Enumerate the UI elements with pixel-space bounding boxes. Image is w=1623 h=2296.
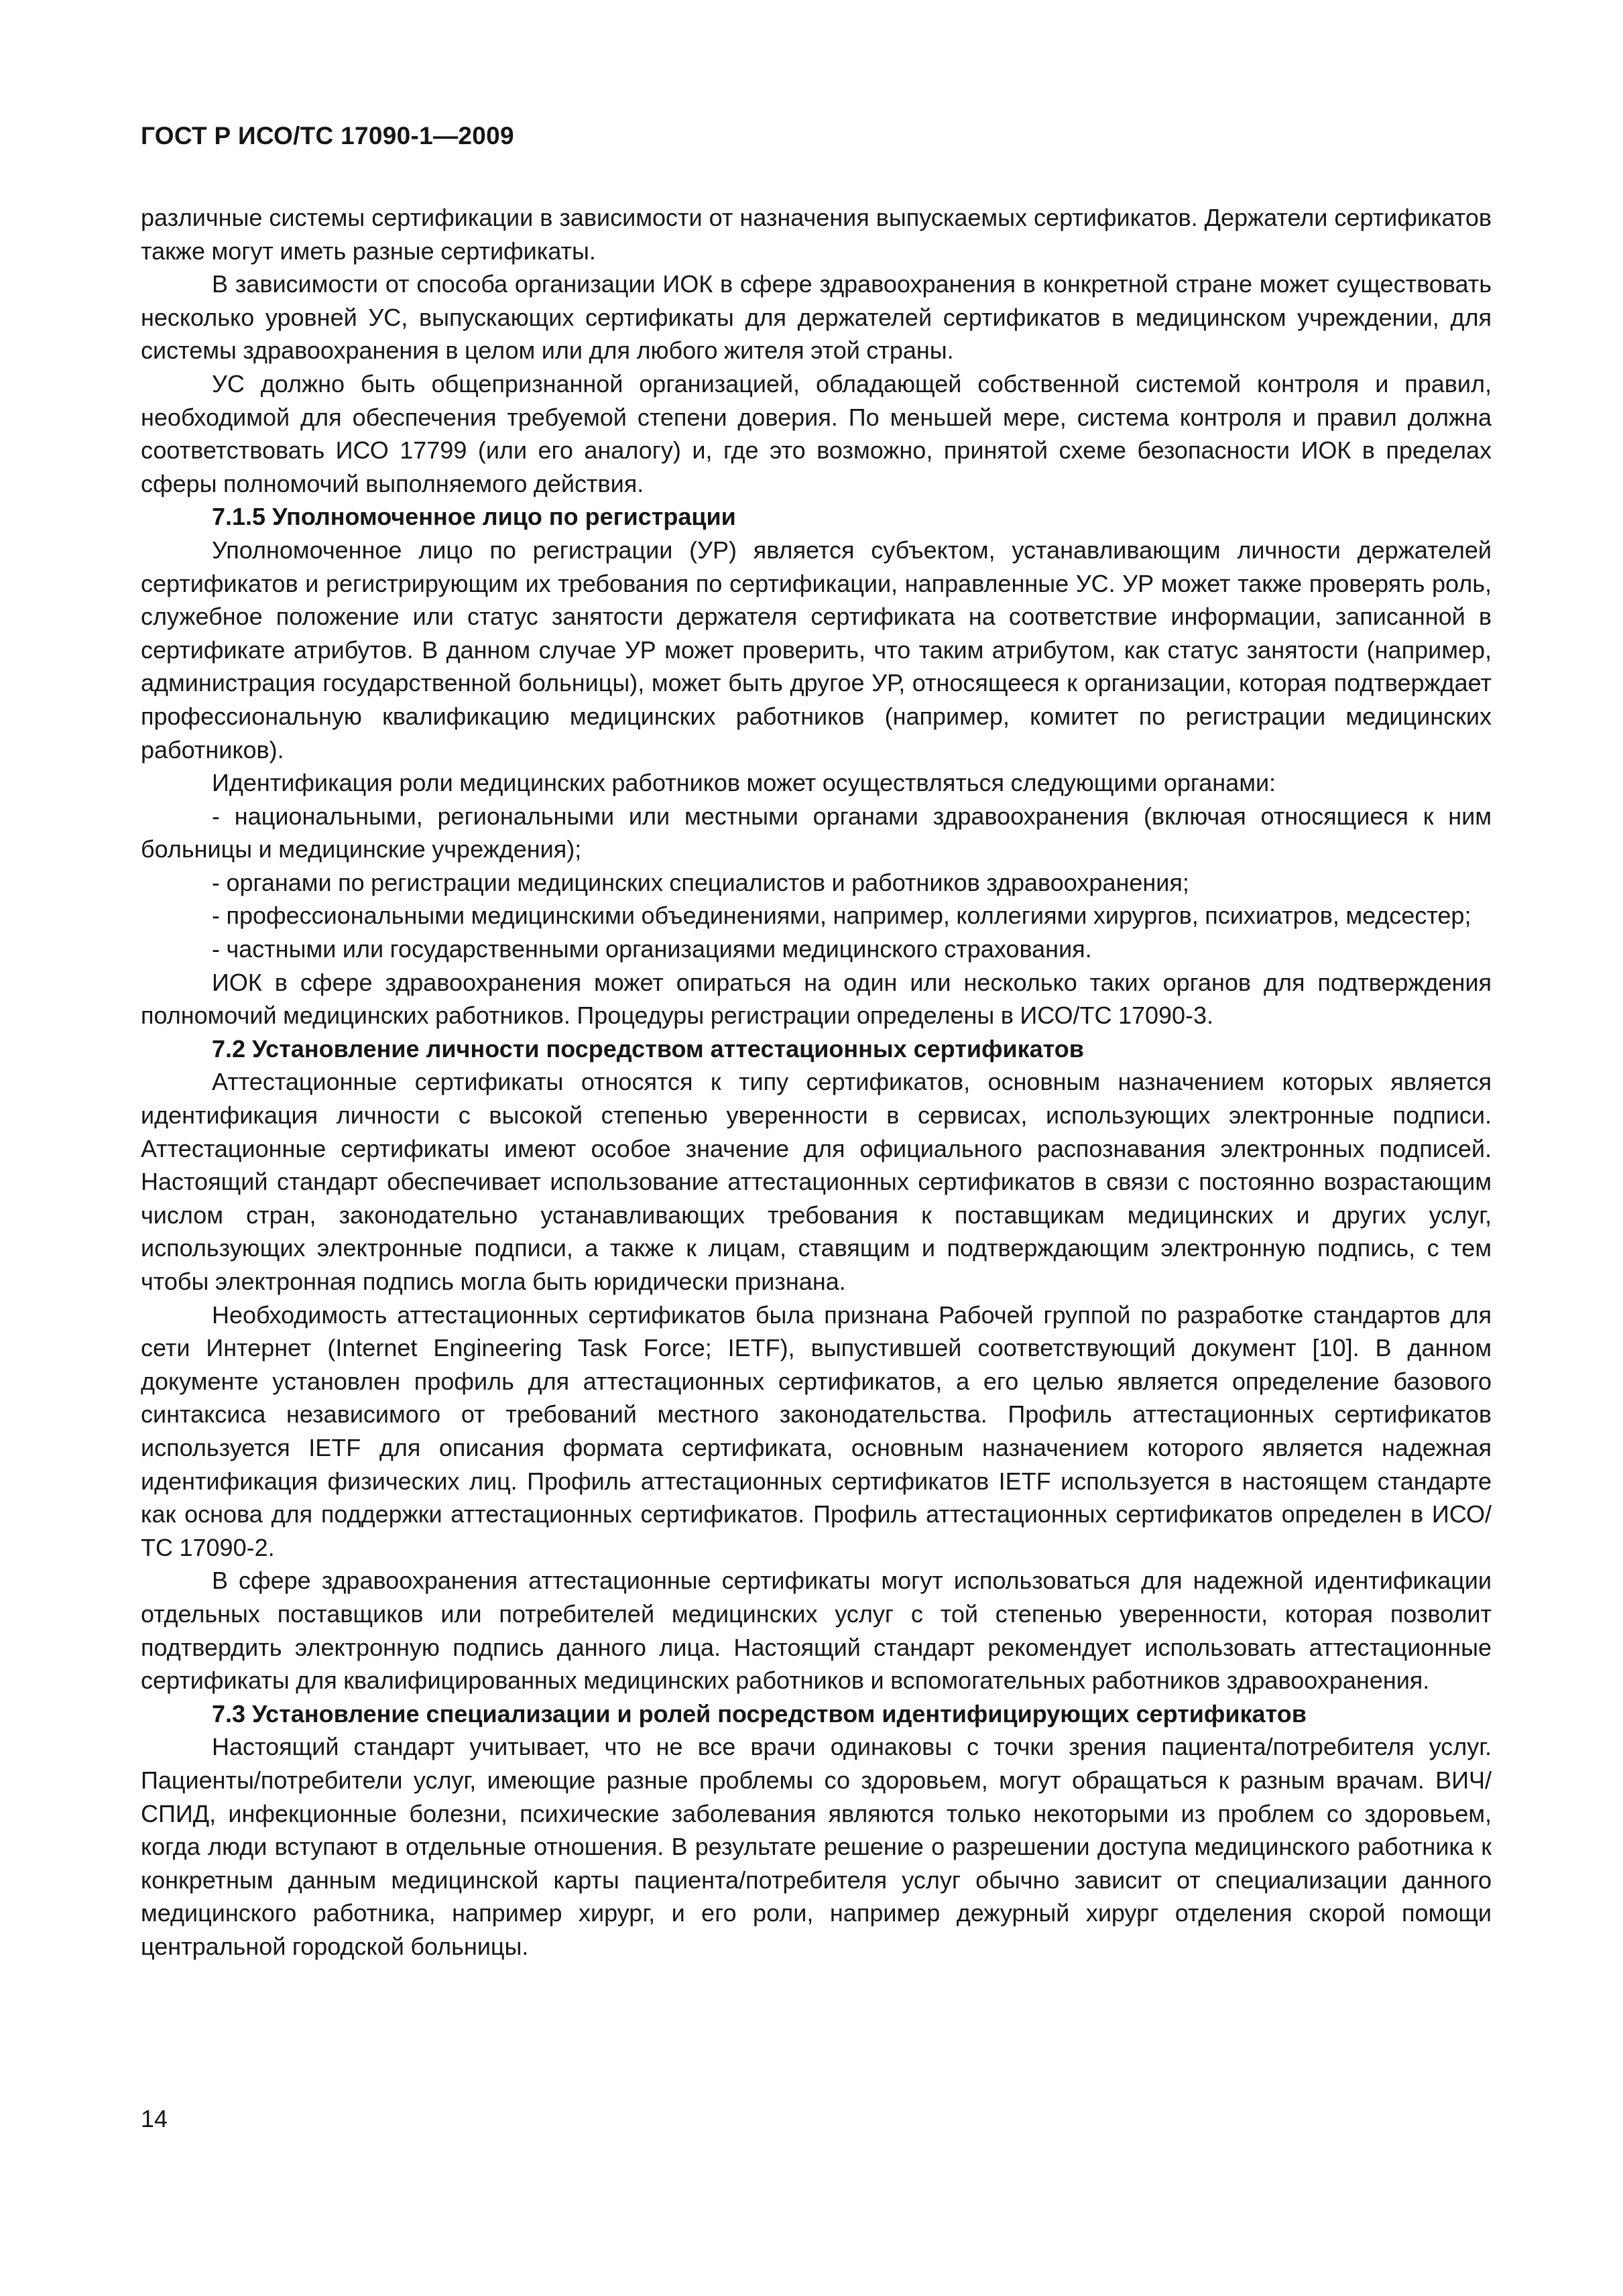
paragraph: различные системы сертификации в зависимости от назначения выпускаемых сертификатов. Держатели сертификатов также могут иметь разные сертификаты. — [141, 204, 1492, 265]
list-item: - национальными, региональными или местными органами здравоохранения (включая относящиеся к ним больницы и медицинские учреждения); — [141, 802, 1492, 863]
paragraph: Настоящий стандарт учитывает, что не все врачи одинаковы с точки зрения пациента/потребителя услуг. Пациенты/потребители услуг, имеющие разные проблемы со здоровьем, могут обращаться к разным врачам. ВИЧ/СПИД, инфекционные болезни, психические заболевания являются только некоторыми из проблем со здоровьем, когда люди вступают в отдельные отношения. В результате решение о разрешении доступа медицинского работника к конкретным данным медицинской карты пациента/потребителя услуг обычно зависит от специализации данного медицинского работника, например хирург, и его роли, например дежурный хирург отделения скорой помощи центральной городской больницы. — [141, 1733, 1492, 1960]
paragraph: Уполномоченное лицо по регистрации (УР) является субъектом, устанавливающим личности держателей сертификатов и регистрирующим их требования по сертификации, направленные УС. УР может также проверять роль, служебное положение или статус занятости держателя сертификата на соответствие информации, записанной в сертификате атрибутов. В данном случае УР может проверить, что таким атрибутом, как статус занятости (например, администрация государственной больницы), может быть другое УР, относящееся к организации, которая подтверждает профессиональную квалификацию медицинских работников (например, комитет по регистрации медицинских работников). — [141, 536, 1492, 764]
page-number: 14 — [141, 2105, 168, 2132]
page-body — [141, 201, 1492, 1963]
list-item: - частными или государственными организациями медицинского страхования. — [212, 935, 1092, 963]
document-header: ГОСТ Р ИСО/ТС 17090-1—2009 — [141, 122, 514, 149]
section-heading-7-2: 7.2 Установление личности посредством аттестационных сертификатов — [212, 1034, 1084, 1063]
paragraph: Идентификация роли медицинских работников может осуществляться следующими органами: — [212, 769, 1276, 797]
paragraph: Аттестационные сертификаты относятся к типу сертификатов, основным назначением которых является идентификация личности с высокой степенью уверенности в сервисах, использующих электронные подписи. Аттестационные сертификаты имеют особое значение для официального распознавания электронных подписей. Настоящий стандарт обеспечивает использование аттестационных сертификатов в связи с постоянно возрастающим числом стран, законодательно устанавливающих требования к поставщикам медицинских и других услуг, использующих электронные подписи, а также к лицам, ставящим и подтверждающим электронную подпись, с тем чтобы электронная подпись могла быть юридически признана. — [141, 1068, 1492, 1295]
paragraph: ИОК в сфере здравоохранения может опираться на один или несколько таких органов для подтверждения полномочий медицинских работников. Процедуры регистрации определены в ИСО/ТС 17090-3. — [141, 968, 1492, 1030]
section-heading-7-3: 7.3 Установление специализации и ролей посредством идентифицирующих сертификатов — [212, 1699, 1307, 1728]
paragraph: Необходимость аттестационных сертификатов была признана Рабочей группой по разработке стандартов для сети Интернет (Internet Engineering Task Force; IETF), выпустившей соответствующий документ [10]. В данном документе установлен профиль для аттестационных сертификатов, а его целью является определение базового синтаксиса независимого от требований местного законодательства. Профиль аттестационных сертификатов используется IETF для описания формата сертификата, основным назначением которого является надежная идентификация физических лиц. Профиль аттестационных сертификатов IETF используется в настоящем стандарте как основа для поддержки аттестационных сертификатов. Профиль аттестационных сертификатов определен в ИСО/ТС 17090-2. — [141, 1301, 1492, 1561]
paragraph: В сфере здравоохранения аттестационные сертификаты могут использоваться для надежной идентификации отдельных поставщиков или потребителей медицинских услуг с той степенью уверенности, которая позволит подтвердить электронную подпись данного лица. Настоящий стандарт рекомендует использовать аттестационные сертификаты для квалифицированных медицинских работников и вспомогательных работников здравоохранения. — [141, 1567, 1492, 1695]
section-heading-7-1-5: 7.1.5 Уполномоченное лицо по регистрации — [212, 503, 736, 531]
paragraph: В зависимости от способа организации ИОК в сфере здравоохранения в конкретной стране может существовать несколько уровней УС, выпускающих сертификаты для держателей сертификатов в медицинском учреждении, для системы здравоохранения в целом или для любого жителя этой страны. — [141, 270, 1492, 365]
list-item: - органами по регистрации медицинских специалистов и работников здравоохранения; — [212, 868, 1189, 896]
list-item: - профессиональными медицинскими объединениями, например, коллегиями хирургов, психиатров, медсестер; — [212, 902, 1471, 930]
paragraph: УС должно быть общепризнанной организацией, обладающей собственной системой контроля и правил, необходимой для обеспечения требуемой степени доверия. По меньшей мере, система контроля и правил должна соответствовать ИСО 17799 (или его аналогу) и, где это возможно, принятой схеме безопасности ИОК в пределах сферы полномочий выполняемого действия. — [141, 369, 1492, 497]
